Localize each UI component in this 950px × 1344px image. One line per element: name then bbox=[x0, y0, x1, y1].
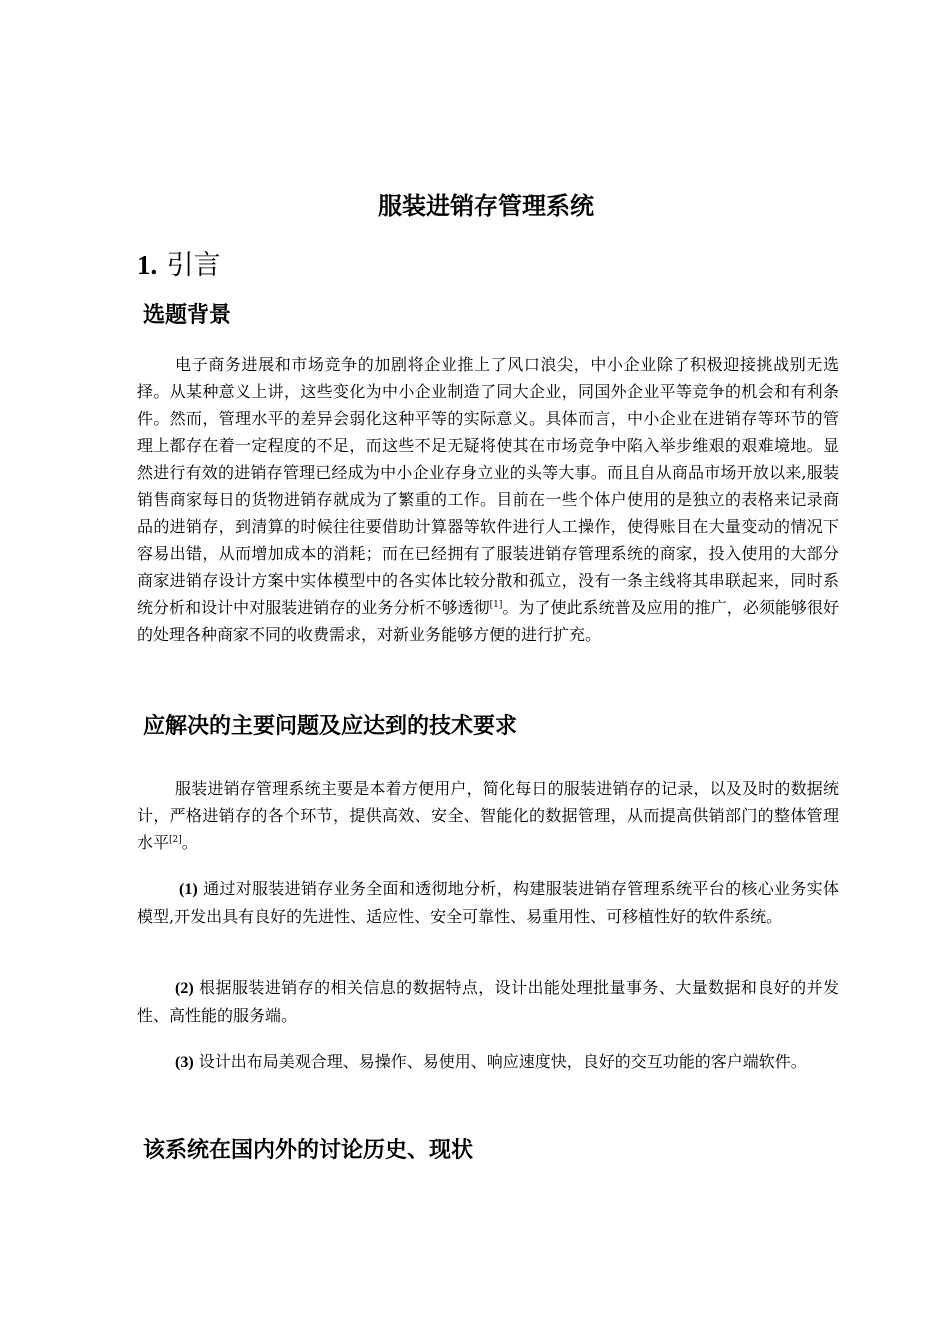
requirements-intro-part1: 服装进销存管理系统主要是本着方便用户，简化每日的服装进销存的记录，以及及时的数据统计，严格进销存的各个环节，提供高效、安全、智能化的数据管理，从而提高供销部门的整体管理水平 bbox=[137, 779, 839, 852]
subsection-background-heading: 选题背景 bbox=[143, 303, 232, 328]
requirements-intro-part2: 。 bbox=[181, 833, 198, 852]
background-paragraph bbox=[137, 351, 839, 648]
requirement-item-3-text: 设计出布局美观合理、易操作、易使用、响应速度快，良好的交互功能的客户端软件。 bbox=[198, 1052, 807, 1071]
requirement-item-2-text: 根据服装进销存的相关信息的数据特点，设计出能处理批量事务、大量数据和良好的并发性、高性能的服务端。 bbox=[137, 978, 839, 1025]
requirement-item-3-number: (3) bbox=[175, 1054, 194, 1071]
subsection-history-heading: 该系统在国内外的讨论历史、现状 bbox=[143, 1138, 474, 1163]
requirement-item-1-number: (1) bbox=[179, 881, 198, 898]
section-1-heading bbox=[137, 248, 221, 283]
citation-2: [2] bbox=[169, 835, 182, 845]
requirements-intro-paragraph bbox=[137, 775, 839, 856]
document-title: 服装进销存管理系统 bbox=[378, 192, 594, 220]
subsection-requirements-heading: 应解决的主要问题及应达到的技术要求 bbox=[143, 714, 518, 739]
requirement-item-1-text: 通过对服装进销存业务全面和透彻地分析，构建服装进销存管理系统平台的核心业务实体模型,开发出具有良好的先进性、适应性、安全可靠性、易重用性、可移植性好的软件系统。 bbox=[137, 879, 839, 926]
requirement-item-2 bbox=[137, 974, 839, 1029]
citation-1: [1] bbox=[489, 600, 503, 610]
requirement-item-1 bbox=[137, 875, 839, 930]
background-text-part1: 电子商务进展和市场竞争的加剧将企业推上了风口浪尖，中小企业除了积极迎接挑战别无选择。从某种意义上讲，这些变化为中小企业制造了同大企业，同国外企业平等竞争的机会和有利条件。然而，管理水平的差异会弱化这种平等的实际意义。具体而言，中小企业在进销存等环节的管理上都存在着一定程度的不足，而这些不足无疑将使其在市场竞争中陷入举步维艰的艰难境地。显然进行有效的进销存管理已经成为中小企业存身立业的头等大事。而且自从商品市场开放以来,服装销售商家每日的货物进销存就成为了繁重的工作。目前在一些个体户使用的是独立的表格来记录商品的进销存，到清算的时候往往要借助计算器等软件进行人工操作，使得账目在大量变动的情况下容易出错，从而增加成本的消耗；而在已经拥有了服装进销存管理系统的商家，投入使用的大部分商家进销存设计方案中实体模型中的各实体比较分散和孤立，没有一条主线将其串联起来，同时系统分析和设计中对服装进销存的业务分析不够透彻 bbox=[137, 355, 839, 617]
section-1-title: 引言 bbox=[166, 250, 221, 281]
requirement-item-2-number: (2) bbox=[175, 980, 194, 997]
section-1-number: 1. bbox=[137, 250, 158, 280]
background-text-part2: 。为了使此系统普及应用的推广，必须能够很好的处理各种商家不同的收费需求，对新业务能够方便的进行扩充。 bbox=[137, 598, 839, 644]
requirement-item-3 bbox=[137, 1048, 839, 1076]
